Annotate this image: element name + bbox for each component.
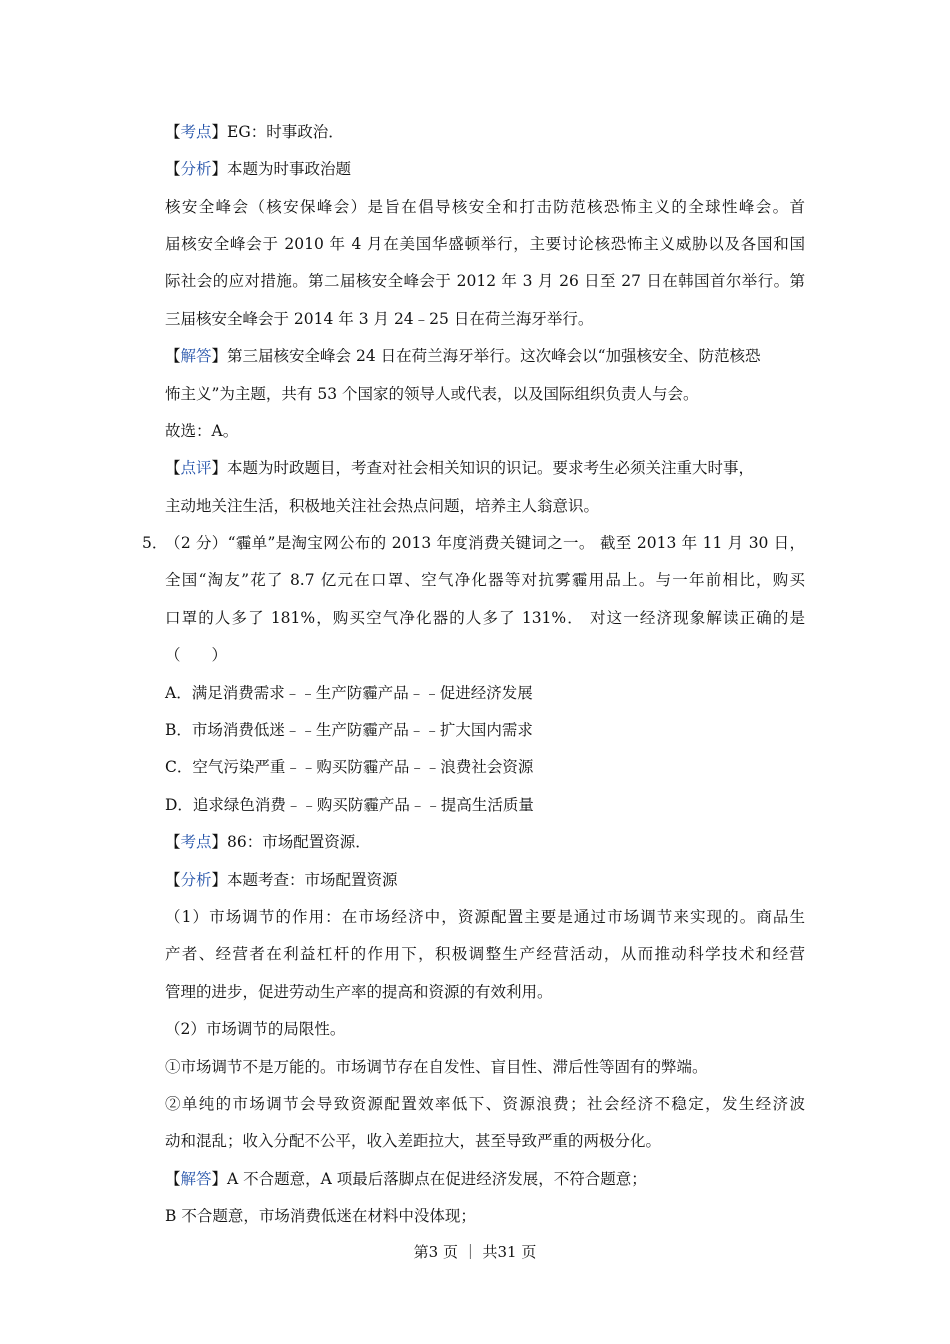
jieda-tag: 解答 — [180, 1170, 212, 1188]
option-c: C．空气污染严重﹣﹣购买防霾产品﹣﹣浪费社会资源 — [165, 758, 534, 776]
bracket-close: 】 — [211, 123, 228, 141]
analysis-line: （2）市场调节的局限性。 — [165, 1020, 346, 1038]
paragraph-line: 届核安全峰会于 2010 年 4 月在美国华盛顿举行，主要讨论核恐怖主义威胁以及各国和国 — [165, 235, 805, 253]
page-footer: 第3 页 ｜ 共31 页 — [413, 1243, 537, 1261]
dianping-tag: 点评 — [180, 459, 212, 477]
jieda-text: A 不合题意，A 项最后落脚点在促进经济发展，不符合题意； — [227, 1170, 647, 1188]
kaodian-tag: 考点 — [180, 833, 212, 851]
jieda-text: 第三届核安全峰会 24 日在荷兰海牙举行。这次峰会以“加强核安全、防范核恐 — [227, 347, 761, 365]
paragraph-line: 三届核安全峰会于 2014 年 3 月 24﹣25 日在荷兰海牙举行。 — [165, 310, 594, 328]
answer-line: 故选：A。 — [165, 422, 239, 440]
dianping-line: 【点评】本题为时政题目，考查对社会相关知识的识记。要求考生必须关注重大时事， — [165, 459, 755, 477]
analysis-line: ①市场调节不是万能的。市场调节存在自发性、盲目性、滞后性等固有的弊端。 — [165, 1058, 708, 1076]
question-stem-line: 口罩的人多了 181%，购买空气净化器的人多了 131%． 对这一经济现象解读正确的是 — [165, 609, 805, 627]
fenxi-tag: 分析 — [180, 871, 212, 889]
fenxi-line: 【分析】本题为时事政治题 — [165, 160, 352, 178]
question-stem-line: （ ） — [165, 646, 228, 664]
jieda-tag: 解答 — [180, 347, 212, 365]
question-number: 5． — [142, 534, 168, 552]
paragraph-line: 际社会的应对措施。第二届核安全峰会于 2012 年 3 月 26 日至 27 日在韩国首尔举行。第 — [165, 272, 805, 290]
kaodian-text: 86：市场配置资源． — [227, 833, 371, 851]
analysis-line: ②单纯的市场调节会导致资源配置效率低下、资源浪费；社会经济不稳定，发生经济波 — [165, 1095, 805, 1113]
jieda-line: 【解答】A 不合题意，A 项最后落脚点在促进经济发展，不符合题意； — [165, 1170, 647, 1188]
fenxi-line: 【分析】本题考查：市场配置资源 — [165, 871, 398, 889]
option-b: B．市场消费低迷﹣﹣生产防霾产品﹣﹣扩大国内需求 — [165, 721, 533, 739]
question-stem-line: （2 分）“霾单”是淘宝网公布的 2013 年度消费关键词之一。 截至 2013 年 11 月 30 日， — [165, 534, 805, 552]
fenxi-tag: 分析 — [180, 160, 212, 178]
fenxi-text: 本题为时事政治题 — [227, 160, 352, 178]
analysis-line: 动和混乱；收入分配不公平，收入差距拉大，甚至导致严重的两极分化。 — [165, 1132, 662, 1150]
analysis-line: 产者、经营者在利益杠杆的作用下，积极调整生产经营活动，从而推动科学技术和经营 — [165, 945, 805, 963]
analysis-line: 管理的进步，促进劳动生产率的提高和资源的有效利用。 — [165, 983, 553, 1001]
paragraph-line: 核安全峰会（核安保峰会）是旨在倡导核安全和打击防范核恐怖主义的全球性峰会。首 — [165, 198, 805, 216]
fenxi-text: 本题考查：市场配置资源 — [227, 871, 398, 889]
analysis-line: （1）市场调节的作用：在市场经济中，资源配置主要是通过市场调节来实现的。商品生 — [165, 908, 805, 926]
jieda-continuation: 怖主义”为主题，共有 53 个国家的领导人或代表，以及国际组织负责人与会。 — [165, 385, 699, 403]
kaodian-line: 【考点】86：市场配置资源． — [165, 833, 371, 851]
question-stem-line: 全国“淘友”花了 8.7 亿元在口罩、空气净化器等对抗雾霾用品上。与一年前相比，购买 — [165, 571, 805, 589]
option-a: A．满足消费需求﹣﹣生产防霾产品﹣﹣促进经济发展 — [165, 684, 533, 702]
jieda-line: 【解答】第三届核安全峰会 24 日在荷兰海牙举行。这次峰会以“加强核安全、防范核恐 — [165, 347, 761, 365]
jieda-continuation: B 不合题意，市场消费低迷在材料中没体现； — [165, 1207, 476, 1225]
kaodian-text: EG：时事政治． — [227, 123, 344, 141]
option-d: D．追求绿色消费﹣﹣购买防霾产品﹣﹣提高生活质量 — [165, 796, 534, 814]
kaodian-line — [165, 122, 344, 142]
kaodian-tag: 考点 — [180, 123, 212, 141]
bracket-open: 【 — [165, 123, 181, 141]
dianping-continuation: 主动地关注生活，积极地关注社会热点问题，培养主人翁意识。 — [165, 497, 600, 515]
dianping-text: 本题为时政题目，考查对社会相关知识的识记。要求考生必须关注重大时事， — [227, 459, 755, 477]
